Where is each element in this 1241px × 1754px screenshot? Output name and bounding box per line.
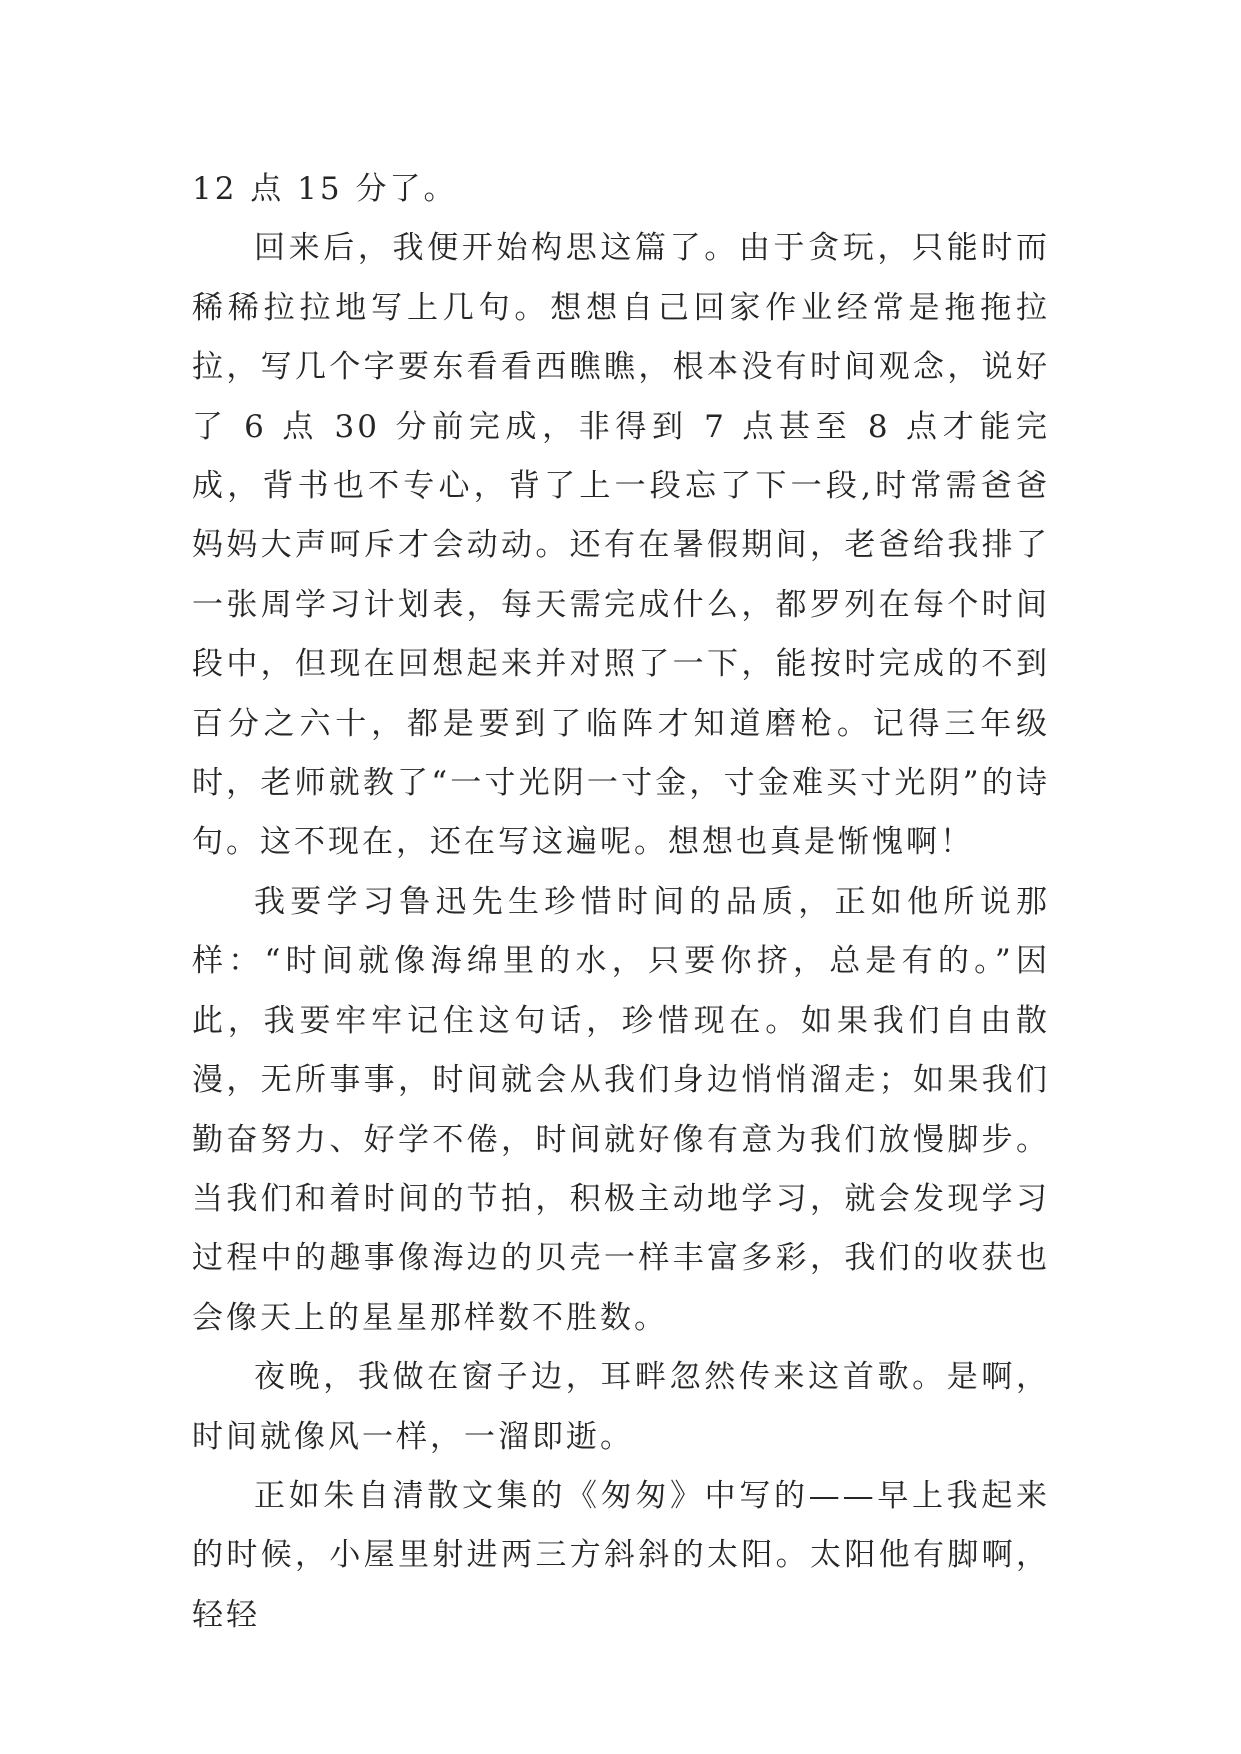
paragraph-evening: 夜晚，我做在窗子边，耳畔忽然传来这首歌。是啊，时间就像风一样，一溜即逝。 — [192, 1359, 1050, 1455]
paragraph-continuation: 12 点 15 分了。 — [192, 171, 458, 207]
paragraph-procrastination: 回来后，我便开始构思这篇了。由于贪玩，只能时而稀稀拉拉地写上几句。想想自己回家作业经常是拖拖拉拉，写几个字要东看看西瞧瞧，根本没有时间观念，说好了 6 点 30 分前完成，非得到 7 点甚至 8 点才能完成，背书也不专心，背了上一段忘了下一段,时常需爸爸妈妈大声呵斥才会动动。还有在暑假期间，老爸给我排了一张周学习计划表，每天需完成什么，都罗列在每个时间段中，但现在回想起来并对照了一下，能按时完成的不到百分之六十，都是要到了临阵才知道磨枪。记得三年级时，老师就教了“一寸光阴一寸金，寸金难买寸光阴”的诗句。这不现在，还在写这遍呢。想想也真是惭愧啊！ — [192, 230, 1050, 861]
paragraph-lu-xun-quote: 我要学习鲁迅先生珍惜时间的品质，正如他所说那样：“时间就像海绵里的水，只要你挤，总是有的。”因此，我要牢牢记住这句话，珍惜现在。如果我们自由散漫，无所事事，时间就会从我们身边悄悄溜走；如果我们勤奋努力、好学不倦，时间就好像有意为我们放慢脚步。当我们和着时间的节拍，积极主动地学习，就会发现学习过程中的趣事像海边的贝壳一样丰富多彩，我们的收获也会像天上的星星那样数不胜数。 — [192, 883, 1050, 1336]
paragraph-zhu-ziqing: 正如朱自清散文集的《匆匆》中写的——早上我起来的时候，小屋里射进两三方斜斜的太阳。太阳他有脚啊，轻轻 — [192, 1477, 1050, 1633]
document-body — [192, 160, 1050, 1645]
